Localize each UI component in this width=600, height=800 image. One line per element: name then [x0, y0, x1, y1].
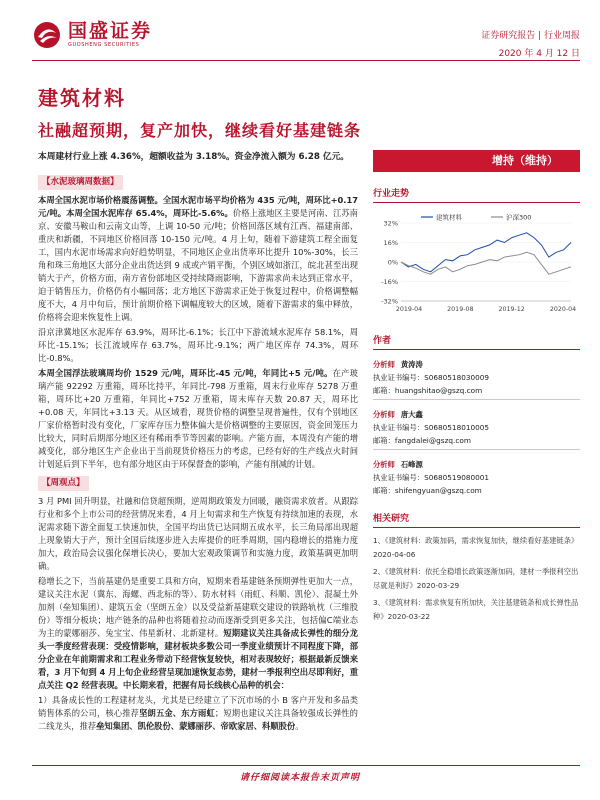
analyst-role: 分析师 — [373, 410, 395, 419]
series-line-building-materials — [401, 233, 571, 272]
trend-title: 行业走势 — [373, 186, 580, 203]
x-tick-label: 2020-04 — [549, 306, 577, 313]
analyst-3 — [373, 458, 580, 497]
analyst-role: 分析师 — [373, 360, 395, 369]
trend-chart — [373, 209, 580, 319]
analyst-email[interactable]: 邮箱：shifengyuan@gszq.com — [373, 486, 482, 495]
main-body — [38, 150, 358, 735]
weekly-summary: 本周建材行业上涨 4.36%，超额收益为 3.18%。资金净流入额为 6.28 亿元。 — [38, 152, 349, 162]
analyst-1 — [373, 358, 580, 400]
y-tick-label: -32% — [381, 297, 398, 306]
logo-name-cn: 国盛证券 — [68, 20, 153, 42]
footer-disclaimer: 请仔细阅读本报告末页声明 — [239, 773, 360, 783]
authors-title: 作者 — [373, 333, 580, 350]
glass-paragraph: 本周全国浮法玻璃周均价 1529 元/吨，周环比-45 元/吨，年同比+5 元/吨。在产玻璃产能 92292 万重箱，周环比持平，年同比-798 万重箱，周末行业库存 5278 万重箱，周环比+20 万重箱，年同比+752 万重箱，周末库存天数 20.87 天，周环比+0.08 天，年同比+3.13 天。从区域看，现货价格的调整呈现普遍性，仅有个别地区厂家价格暂时没有变化，厂家库存压力整体偏大是价格调整的主要原因，资金回笼压力比较大，同时后期部分地区还有稀雨季节等因素的影响。产能方面，本周没有产能的增减变化，部分地区生产企业出于当前现货价格压力的考虑，已经有好的生产线点火时间计划延后到下半年，也有部分地区由于环保督查的影响，产能有削减的计划。 — [38, 368, 358, 469]
report-date: 2020 年 4 月 12 日 — [498, 49, 580, 59]
analyst-cert: 执业证书编号：S0680518010005 — [373, 423, 490, 432]
related-research — [373, 534, 580, 624]
report-type: 证券研究报告 | 行业周报 — [481, 31, 580, 41]
y-tick-label: 32% — [383, 219, 398, 228]
section-cement-glass-data: 【水泥玻璃周数据】 — [38, 175, 123, 190]
analyst-name: 唐大鑫 — [400, 410, 423, 419]
y-tick-label: -16% — [381, 278, 398, 286]
logo-mark-icon — [32, 20, 62, 50]
inventory-paragraph: 沿京津冀地区水泥库存 63.9%，周环比-6.1%；长江中下游流域水泥库存 58.1%，周环比-15.1%；长江流域库存 63.7%，周环比-9.1%；两广地区库存 74.3%，周环比-0.8%。 — [38, 327, 358, 363]
related-title: 相关研究 — [373, 511, 580, 528]
y-tick-label: 16% — [383, 239, 398, 247]
analyst-role: 分析师 — [373, 460, 395, 469]
cement-paragraph: 本周全国水泥市场价格震荡调整。全国水泥市场平均价格为 435 元/吨，周环比+0.17 元/吨。本周全国水泥库存 65.4%，周环比-5.6%。价格上涨地区主要是河南、江苏南京、安徽马鞍山和云南文山等，上调 10-50 元/吨；价格回落区域有江西、福建南部、重庆和新疆，不同地区价格回落 10-150 元/吨。4 月上旬，随着下游建筑工程全面复工，国内水泥市场需求向好趋势明显，不同地区企业出货率环比提升 10%-30%，长三角和珠三角地区大部分企业出货达到 9 成或产销平衡，个别区域如浙江，皖北甚至出现销大于产，价格方面，南方省份部地区受持续降雨影响，下游需求尚未达到正常水平，迫于销售压力，价格仍有小幅回落；北方地区下游需求正处于恢复过程中，价格调整幅度不大，4 月中旬后，预计前期价格下调幅度较大的区域，随着下游需求的集中释放，价格将会迎来恢复性上调。 — [38, 195, 358, 322]
analyst-cert: 执业证书编号：S0680519080001 — [373, 473, 490, 482]
y-tick-label: 0% — [387, 258, 398, 267]
x-tick-label: 2019-12 — [498, 306, 525, 313]
legend-label: 沪深300 — [506, 213, 532, 222]
related-item[interactable]: 3、《建筑材料：需求恢复有所加快，关注基建链条和成长弹性品种》2020-03-22 — [373, 598, 579, 621]
rating-badge: 增持（维持） — [373, 150, 580, 172]
footer-divider — [32, 765, 580, 766]
author-list — [373, 358, 580, 497]
analyst-name: 石峰源 — [400, 460, 423, 469]
analyst-email[interactable]: 邮箱：huangshitao@gszq.com — [373, 386, 483, 395]
analyst-name: 黄涛涛 — [400, 360, 423, 369]
infrastructure-paragraph: 稳增长之下，当前基建仍是重要工具和方向，短期来看基建链条预期弹性更加大一点，建议关注水泥（冀东、海螺、西北标的等）、防水材料（雨虹、科顺、凯伦）、混凝土外加剂（垒知集团）、建筑五金（坚朗五金）以及受益新基建联交建设的铁路轨枕（三维股份）等细分板块；地产链条的品种也将随着拉动而逐渐受到更多关注，包括偏C端业态为主的蒙娜丽莎、兔宝宝、伟星新材、北新建材。短期建议关注具备成长弹性的细分龙头一季度经营表现：受疫情影响，建材板块多数公司一季度业绩预计不同程度下降，部分企业在年前期需求和工程业务带动下经营恢复较快，相对表现较好；根据最新反馈来看，3 月下旬到 4 月上旬企业经营呈现加速恢复态势，建材一季报利空出尽即利好，重点关注 Q2 经营表现。中长期来看，把握有局长线核心品种的机会： — [38, 576, 358, 690]
x-tick-label: 2019-08 — [447, 306, 474, 313]
trend-chart-svg — [373, 209, 580, 319]
company-logo — [32, 20, 152, 50]
sidebar — [373, 150, 580, 627]
related-item[interactable]: 1、《建筑材料：政策加码，需求恢复加快，继续看好基建链条》2020-04-06 — [373, 536, 579, 559]
report-header — [32, 18, 580, 58]
industry-title: 建筑材料 — [38, 86, 126, 110]
report-headline: 社融超预期，复产加快，继续看好基建链条 — [38, 121, 362, 140]
logo-name-en: GUOSHENG SECURITIES — [68, 42, 140, 48]
section-weekly-view: 【周观点】 — [38, 476, 89, 491]
macro-paragraph: 3 月 PMI 回升明显，社融和信贷超预期，逆周期政策发力回暖，融资需求放者。从跟踪行业和多个上市公司的经营情况来看，4 月上旬需求和生产恢复有持续加速的表现，水泥需求随下游全面复工快速加快，全国平均出货已达同期五成水平，长三角局部出现超上现象销大于产，预计全国后续逐步进入去库提价的旺季周期，国内稳增长的措施力度加大，政治局会议强化保增长决心，要加大宏观政策调节和实施力度，政策基调更加明确。 — [38, 496, 358, 571]
legend-label: 建筑材料 — [436, 213, 462, 222]
analyst-email[interactable]: 邮箱：fangdalei@gszq.com — [373, 436, 471, 445]
x-tick-label: 2019-04 — [395, 306, 423, 313]
recommendation-paragraph: 1）具备成长性的工程建材龙头，尤其是已经建立了下沉市场的小 B 客户开发和多品类销售体系的公司，核心推荐坚朗五金、东方雨虹；短期也建议关注具备较强成长弹性的二线龙头，推荐垒知集团、凯伦股份、蒙娜丽莎、帝欧家居、科顺股份。 — [38, 695, 358, 731]
analyst-cert: 执业证书编号：S0680518030009 — [373, 373, 490, 382]
analyst-2 — [373, 408, 580, 450]
related-item[interactable]: 2、《建筑材料：依托全稳增长政策逐渐加码，建材一季报利空出尽就是利好》2020-03-29 — [373, 567, 579, 590]
header-divider — [32, 60, 580, 61]
